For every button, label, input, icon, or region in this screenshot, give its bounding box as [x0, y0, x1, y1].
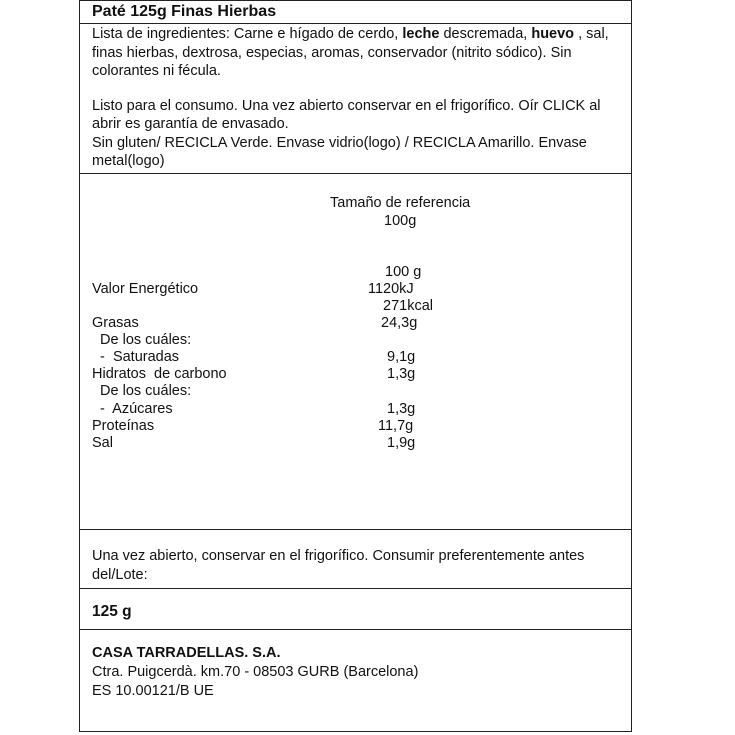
ingredients-text: Carne e hígado de cerdo,	[229, 26, 403, 42]
nutrient-label-sugars: - Azúcares	[92, 401, 173, 417]
nutrient-label-energy: Valor Energético	[92, 281, 199, 297]
allergen-leche: leche	[402, 26, 440, 42]
net-weight: 125 g	[92, 603, 132, 620]
ingredients-label: Lista de ingredientes:	[92, 26, 230, 42]
nutrient-value-protein: 11,7g	[378, 418, 414, 434]
reference-size-label: Tamaño de referencia	[330, 195, 471, 211]
section-divider	[80, 173, 631, 174]
nutrient-value-salt: 1,9g	[387, 435, 416, 451]
recycling-line-2: metal(logo)	[92, 153, 165, 169]
nutrient-sublabel-of-which: De los cuáles:	[92, 332, 192, 348]
nutrient-sublabel-of-which: De los cuáles:	[92, 383, 192, 399]
storage-line-1: Listo para el consumo. Una vez abierto conservar en el frigorífico. Oír CLICK al	[92, 98, 601, 114]
nutrient-value-energy-kj: 1120kJ	[368, 281, 414, 297]
company-address: Ctra. Puigcerdà. km.70 - 08503 GURB (Barcelona)	[92, 664, 419, 680]
ingredients-line-1	[92, 25, 627, 44]
recycling-line-1: Sin gluten/ RECICLA Verde. Envase vidrio(logo) / RECICLA Amarillo. Envase	[92, 135, 587, 151]
nutrient-label-protein: Proteínas	[92, 418, 155, 434]
nutrient-value-carbohydrates: 1,3g	[387, 366, 416, 382]
ingredients-text: descremada,	[439, 26, 532, 42]
section-divider	[80, 629, 631, 630]
nutrient-value-sugars: 1,3g	[387, 401, 416, 417]
nutrition-column-header: 100 g	[385, 264, 422, 280]
ingredients-line-3: colorantes ni fécula.	[92, 63, 221, 79]
ingredients-line-2: finas hierbas, dextrosa, especias, aromas, conservador (nitrito sódico). Sin	[92, 45, 572, 61]
company-name: CASA TARRADELLAS. S.A.	[92, 645, 281, 661]
nutrient-label-saturates: - Saturadas	[92, 349, 180, 365]
allergen-huevo: huevo	[531, 26, 575, 42]
nutrient-label-carbohydrates: Hidratos de carbono	[92, 366, 227, 382]
storage-line-2: abrir es garantía de envasado.	[92, 116, 289, 132]
product-title: Paté 125g Finas Hierbas	[92, 3, 277, 20]
section-divider	[80, 588, 631, 589]
section-divider	[80, 529, 631, 530]
nutrient-label-fat: Grasas	[92, 315, 139, 331]
title-divider	[80, 23, 631, 24]
consume-line-2: del/Lote:	[92, 567, 148, 583]
health-registry: ES 10.00121/B UE	[92, 683, 214, 699]
reference-size-value: 100g	[384, 213, 417, 229]
nutrient-label-salt: Sal	[92, 435, 113, 451]
nutrient-value-energy-kcal: 271kcal	[383, 298, 433, 314]
nutrient-value-saturates: 9,1g	[387, 349, 416, 365]
ingredients-text: , sal,	[574, 26, 609, 42]
label-panel	[79, 0, 632, 732]
nutrient-value-fat: 24,3g	[381, 315, 418, 331]
consume-line-1: Una vez abierto, conservar en el frigorífico. Consumir preferentemente antes	[92, 548, 585, 564]
